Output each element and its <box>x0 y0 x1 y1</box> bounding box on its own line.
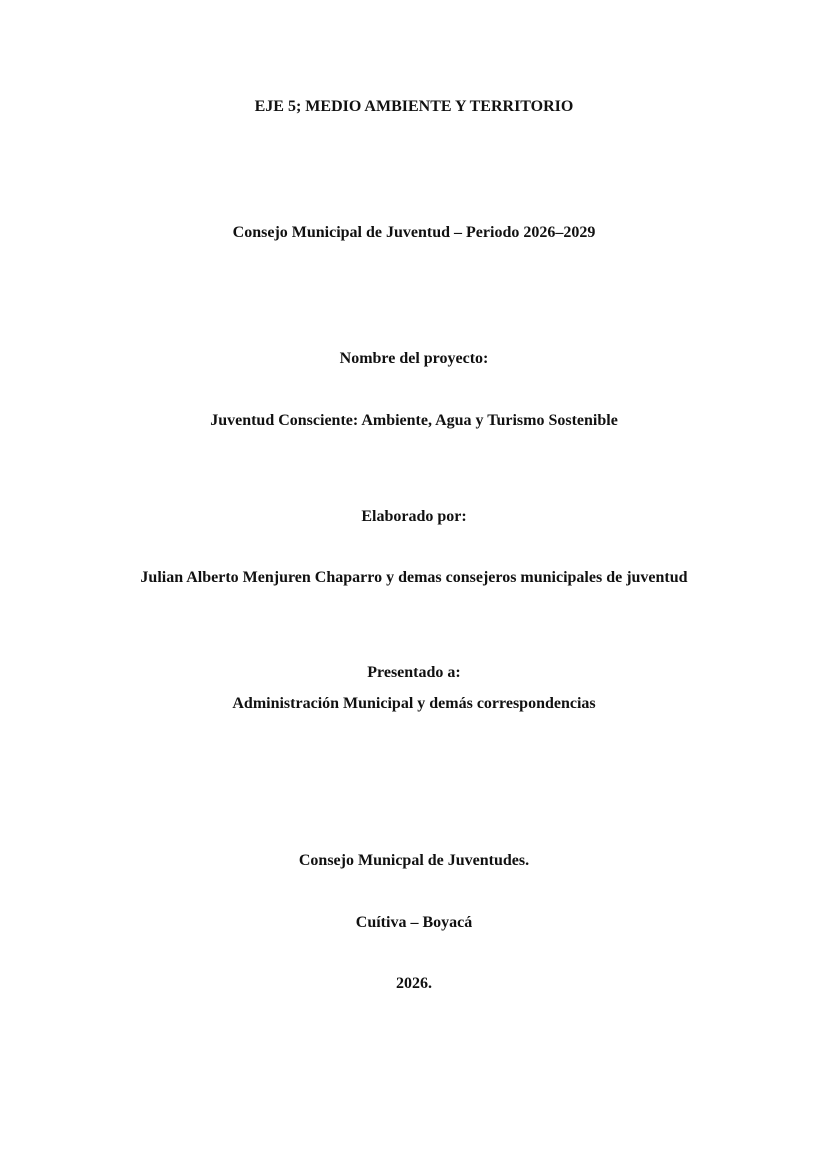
axis-title: EJE 5; MEDIO AMBIENTE Y TERRITORIO <box>254 98 574 115</box>
year: 2026. <box>396 975 432 992</box>
presented-to: Administración Municipal y demás correspondencias <box>232 695 596 712</box>
project-name-label: Nombre del proyecto: <box>339 350 489 367</box>
council-period: Consejo Municipal de Juventud – Periodo 2026–2029 <box>232 224 596 241</box>
entity-name: Consejo Municpal de Juventudes. <box>298 852 530 869</box>
project-name: Juventud Consciente: Ambiente, Agua y Turismo Sostenible <box>210 412 618 429</box>
presented-to-label: Presentado a: <box>367 664 461 681</box>
prepared-by: Julian Alberto Menjuren Chaparro y demas consejeros municipales de juventud <box>140 569 688 586</box>
location: Cuítiva – Boyacá <box>355 914 473 931</box>
prepared-by-label: Elaborado por: <box>361 508 467 525</box>
